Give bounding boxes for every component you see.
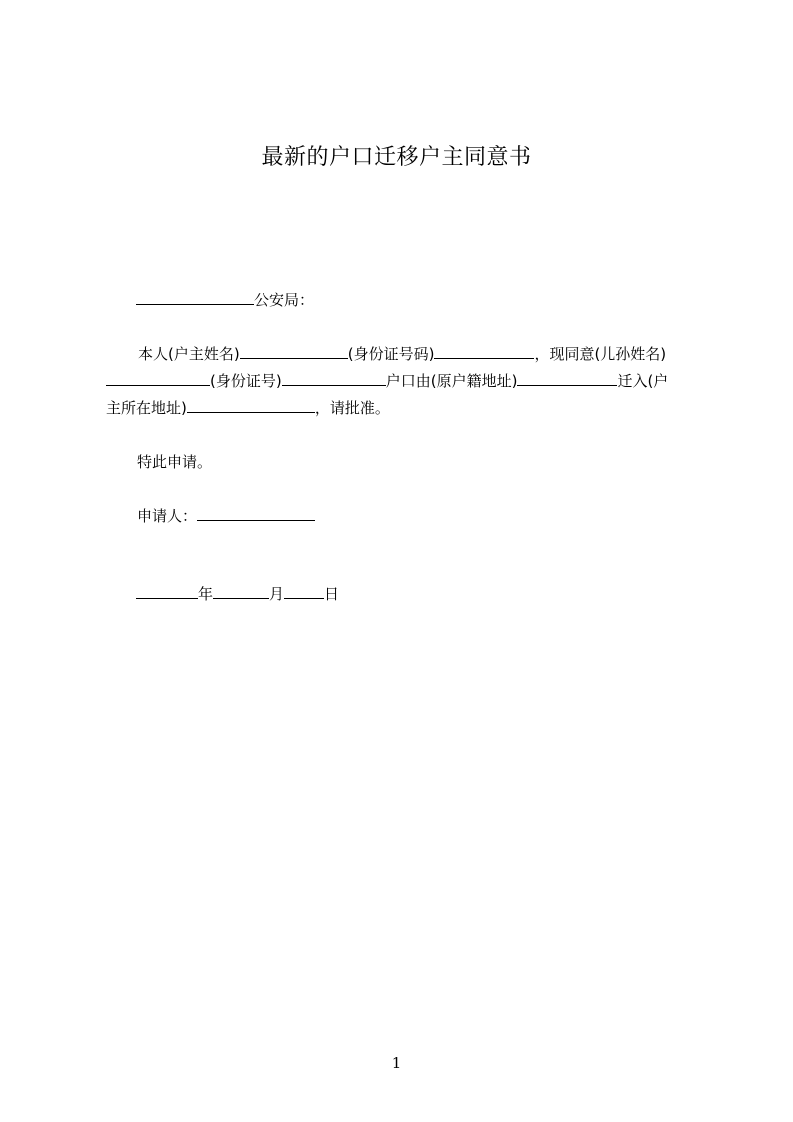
- addressee-suffix: 公安局：: [254, 291, 315, 309]
- day-blank: [284, 582, 324, 599]
- date-line: [136, 581, 339, 607]
- applicant-line: [137, 503, 315, 529]
- document-title: 最新的户口迁移户主同意书: [261, 145, 532, 170]
- grandchild-id-blank: [282, 369, 386, 386]
- applicant-label: 申请人：: [137, 507, 198, 525]
- page-number: 1: [391, 1054, 402, 1072]
- householder-name-label: 本人(户主姓名): [138, 345, 240, 363]
- id-number-label: (身份证号码): [347, 345, 435, 363]
- day-label: 日: [324, 585, 340, 603]
- body-line-1: [138, 341, 666, 367]
- move-into-label: 迁入(户: [617, 372, 669, 390]
- addressee-line: [136, 287, 314, 313]
- applicant-blank: [197, 504, 315, 521]
- grandchild-name-blank: [106, 369, 210, 386]
- consent-grandchild-label: ，现同意(儿孙姓名): [534, 345, 667, 363]
- origin-address-label: 户口由(原户籍地址): [385, 372, 518, 390]
- householder-address-label: 主所在地址): [106, 399, 187, 417]
- year-label: 年: [198, 585, 214, 603]
- id-number-blank: [434, 342, 534, 359]
- householder-address-blank: [187, 396, 315, 413]
- body-line-2: [106, 368, 668, 394]
- grandchild-id-label: (身份证号): [210, 372, 282, 390]
- police-station-blank: [136, 288, 254, 305]
- year-blank: [136, 582, 198, 599]
- closing-text: 特此申请。: [137, 453, 213, 471]
- householder-name-blank: [240, 342, 348, 359]
- month-blank: [213, 582, 269, 599]
- approval-request: ，请批准。: [314, 399, 390, 417]
- origin-address-blank: [517, 369, 617, 386]
- body-line-3: [106, 395, 390, 421]
- month-label: 月: [269, 585, 285, 603]
